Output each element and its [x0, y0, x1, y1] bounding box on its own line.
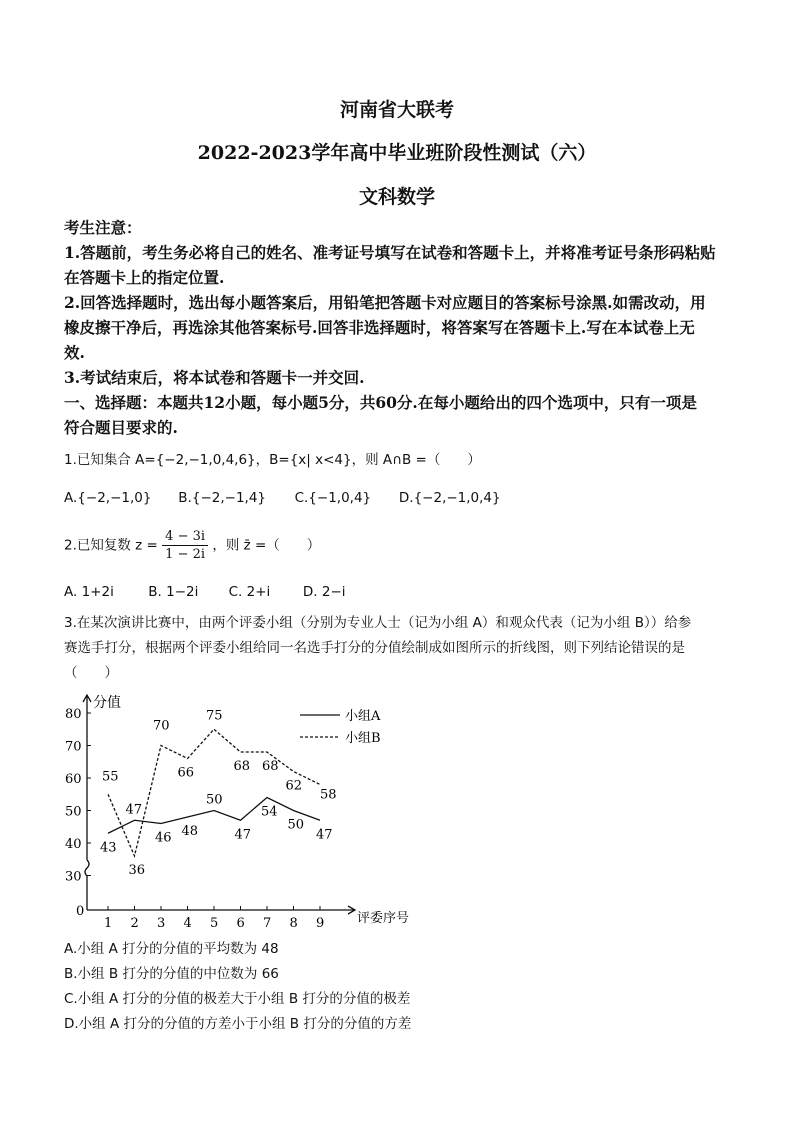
exam-title: 2022-2023学年高中毕业班阶段性测试（六） [197, 142, 597, 164]
legend-a-label: 小组A [345, 709, 381, 724]
q1-option-d: D.{−2,−1,0,4} [398, 490, 501, 506]
q3-stem-2: 赛选手打分，根据两个评委小组给同一名选手打分的分值绘制成如图所示的折线图，则下列结论错误的是 [64, 640, 685, 656]
x-axis-label: 评委序号 [357, 911, 410, 926]
y-tick-label: 40 [65, 837, 82, 852]
q1-option-a: A.{−2,−1,0} [64, 490, 152, 506]
notice-title: 考生注意： [64, 218, 142, 237]
chart-ticks [65, 707, 324, 930]
chart-legend [300, 709, 381, 746]
score-line-chart [55, 685, 435, 930]
y-tick-label: 60 [65, 772, 82, 787]
series-a-data-label: 54 [261, 804, 278, 820]
series-a-data-label: 50 [206, 792, 223, 808]
notice-item-2a: 2.回答选择题时，选出每小题答案后，用铅笔把答题卡对应题目的答案标号涂黑.如需改动，用 [64, 293, 706, 312]
x-tick-label: 2 [130, 916, 139, 930]
series-b-data-label: 66 [177, 765, 195, 781]
q2-numerator: 4 − 3i [162, 528, 208, 546]
y-tick-label: 30 [65, 869, 82, 885]
series-a-data-label: 43 [100, 840, 117, 856]
q1-options [64, 490, 501, 506]
series-b-data-label: 55 [102, 769, 119, 785]
section1-line2: 符合题目要求的. [64, 418, 178, 437]
series-b-data-label: 68 [233, 759, 251, 774]
series-b-data-label: 70 [153, 718, 170, 734]
q3-option-c: C.小组 A 打分的分值的极差大于小组 B 打分的分值的极差 [64, 991, 411, 1007]
x-tick-label: 9 [316, 916, 325, 930]
x-tick-label: 5 [210, 916, 219, 930]
x-tick-label: 3 [157, 916, 166, 930]
series-b-data-label: 62 [285, 778, 303, 794]
q1-option-b: B.{−2,−1,4} [178, 490, 267, 506]
q2-stem-post: ，则 z̄ =（ ） [212, 537, 321, 554]
y-tick-label: 50 [65, 804, 82, 820]
x-tick-label: 8 [289, 916, 298, 930]
q2-option-b: B. 1−2i [148, 584, 199, 600]
q2-stem-pre: 2.已知复数 z = [64, 537, 158, 554]
q2-option-c: C. 2+i [228, 584, 271, 600]
q3-option-a: A.小组 A 打分的分值的平均数为 48 [64, 941, 279, 957]
series-a-data-label: 47 [234, 827, 252, 843]
x-tick-label: 7 [263, 916, 272, 930]
y-axis-break [85, 860, 89, 910]
exam-org-title: 河南省大联考 [339, 99, 454, 121]
q1-option-c: C.{−1,0,4} [294, 490, 372, 506]
series-b-data-label: 36 [128, 863, 146, 878]
x-tick-label: 6 [236, 916, 245, 930]
series-b-data-label: 58 [320, 787, 337, 803]
origin-label: 0 [76, 904, 85, 919]
series-a-data-label: 46 [155, 830, 172, 846]
notice-item-1b: 在答题卡上的指定位置. [64, 268, 225, 287]
q2-denominator: 1 − 2i [165, 547, 206, 562]
notice-item-3: 3.考试结束后，将本试卷和答题卡一并交回. [64, 368, 365, 387]
q1-stem: 1.已知集合 A={−2,−1,0,4,6}，B={x| x<4}，则 A∩B =（ ） [64, 452, 481, 468]
q3-option-d: D.小组 A 打分的分值的方差小于小组 B 打分的分值的方差 [64, 1016, 412, 1032]
notice-item-2b: 橡皮擦干净后，再选涂其他答案标号.回答非选择题时，将答案写在答题卡上.写在本试卷上无 [64, 318, 695, 337]
series-a-data-label: 47 [125, 802, 143, 818]
q2-fraction [162, 528, 208, 563]
q2-stem [64, 528, 320, 563]
series-a-data-label: 47 [316, 827, 333, 843]
y-axis-label: 分值 [93, 695, 121, 711]
q3-stem-3: （ ） [64, 665, 118, 681]
x-tick-label: 1 [104, 916, 113, 930]
chart-series [100, 708, 337, 878]
q2-option-a: A. 1+2i [64, 584, 114, 600]
legend-b-label: 小组B [345, 731, 381, 746]
y-tick-label: 80 [65, 707, 82, 722]
series-a-data-label: 48 [181, 824, 199, 839]
series-a-data-label: 50 [287, 817, 305, 833]
q3-stem-1: 3.在某次演讲比赛中，由两个评委小组（分别为专业人士（记为小组 A）和观众代表（记为小组 B））给参 [64, 615, 692, 631]
notice-item-2c: 效. [64, 343, 85, 362]
q2-option-d: D. 2−i [302, 584, 346, 600]
series-b-data-label: 75 [206, 708, 223, 724]
notice-item-1a: 1.答题前，考生务必将自己的姓名、准考证号填写在试卷和答题卡上，并将准考证号条形码粘贴 [64, 243, 716, 262]
section1-line1: 一、选择题：本题共12小题，每小题5分，共60分.在每小题给出的四个选项中，只有一项是 [64, 393, 697, 412]
q3-option-b: B.小组 B 打分的分值的中位数为 66 [64, 966, 279, 982]
series-b-data-label: 68 [262, 759, 279, 774]
y-tick-label: 70 [65, 739, 82, 755]
q2-options [64, 584, 346, 600]
subject-title: 文科数学 [358, 186, 435, 208]
x-tick-label: 4 [183, 916, 192, 930]
